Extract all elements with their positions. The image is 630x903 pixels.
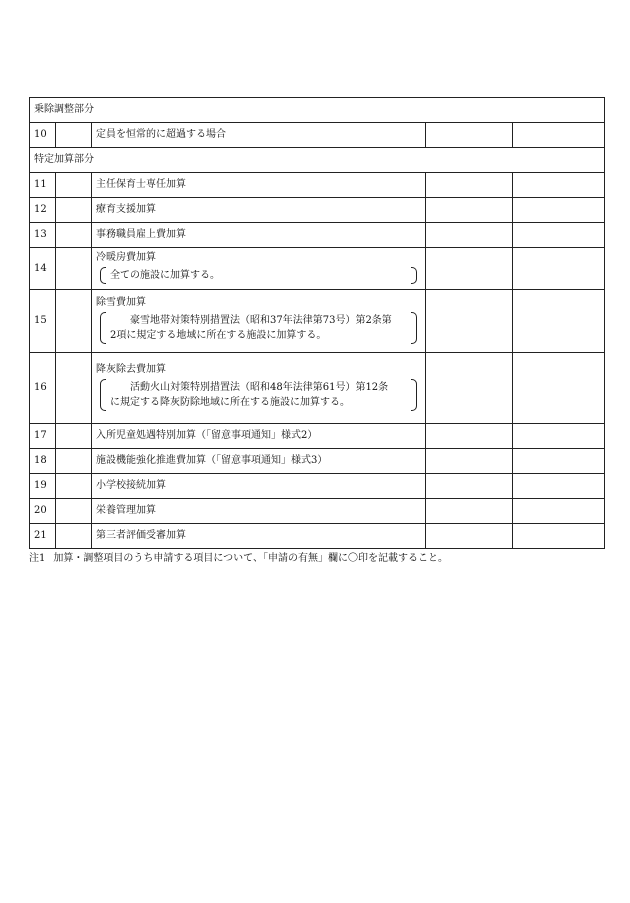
entry-cell[interactable] xyxy=(513,353,605,424)
application-checkbox-cell[interactable] xyxy=(56,474,92,499)
table-row xyxy=(30,198,605,223)
entry-cell[interactable] xyxy=(513,424,605,449)
row-number: 10 xyxy=(30,123,56,148)
item-name: 栄養管理加算 xyxy=(92,499,426,524)
section-title: 特定加算部分 xyxy=(30,148,605,173)
application-checkbox-cell[interactable] xyxy=(56,198,92,223)
entry-cell[interactable] xyxy=(513,290,605,353)
table-row xyxy=(30,449,605,474)
application-checkbox-cell[interactable] xyxy=(56,424,92,449)
item-name: 療育支援加算 xyxy=(92,198,426,223)
entry-cell[interactable] xyxy=(513,173,605,198)
table-row xyxy=(30,353,605,424)
item-name: 定員を恒常的に超過する場合 xyxy=(92,123,426,148)
section-title: 乗除調整部分 xyxy=(30,98,605,123)
bracketed-note xyxy=(100,267,417,284)
entry-cell[interactable] xyxy=(426,198,513,223)
table-row xyxy=(30,424,605,449)
application-checkbox-cell[interactable] xyxy=(56,248,92,290)
item-name: 主任保育士専任加算 xyxy=(92,173,426,198)
row-number: 16 xyxy=(30,353,56,424)
item-name: 小学校接続加算 xyxy=(92,474,426,499)
footnote xyxy=(29,552,604,566)
item-name: 施設機能強化推進費加算（「留意事項通知」様式3） xyxy=(92,449,426,474)
item-name: 第三者評価受審加算 xyxy=(92,524,426,549)
entry-cell[interactable] xyxy=(426,524,513,549)
entry-cell[interactable] xyxy=(513,223,605,248)
row-number: 20 xyxy=(30,499,56,524)
entry-cell[interactable] xyxy=(513,499,605,524)
entry-cell[interactable] xyxy=(513,123,605,148)
section-row-multiplier-adjustment xyxy=(30,98,605,123)
item-name-cell xyxy=(92,353,426,424)
row-number: 19 xyxy=(30,474,56,499)
row-number: 13 xyxy=(30,223,56,248)
entry-cell[interactable] xyxy=(513,524,605,549)
addition-items-table xyxy=(29,97,605,549)
item-name: 冷暖房費加算 xyxy=(96,252,156,263)
row-number: 21 xyxy=(30,524,56,549)
section-row-specific-addition xyxy=(30,148,605,173)
note-line: 活動火山対策特別措置法（昭和48年法律第61号）第12条 xyxy=(130,382,389,393)
footnote-label: 注1 xyxy=(29,553,46,564)
entry-cell[interactable] xyxy=(426,248,513,290)
application-checkbox-cell[interactable] xyxy=(56,449,92,474)
addition-items-sheet xyxy=(29,97,604,566)
table-row xyxy=(30,524,605,549)
entry-cell[interactable] xyxy=(426,424,513,449)
table-row xyxy=(30,223,605,248)
item-name-cell xyxy=(92,248,426,290)
item-name: 除雪費加算 xyxy=(96,297,146,308)
entry-cell[interactable] xyxy=(426,449,513,474)
application-checkbox-cell[interactable] xyxy=(56,499,92,524)
table-row xyxy=(30,248,605,290)
item-name-cell xyxy=(92,290,426,353)
application-checkbox-cell[interactable] xyxy=(56,353,92,424)
entry-cell[interactable] xyxy=(513,449,605,474)
row-number: 11 xyxy=(30,173,56,198)
entry-cell[interactable] xyxy=(513,474,605,499)
item-name: 降灰除去費加算 xyxy=(96,364,166,375)
table-row xyxy=(30,173,605,198)
row-number: 18 xyxy=(30,449,56,474)
item-name: 入所児童処遇特別加算（「留意事項通知」様式2） xyxy=(92,424,426,449)
entry-cell[interactable] xyxy=(513,248,605,290)
entry-cell[interactable] xyxy=(426,123,513,148)
row-number: 15 xyxy=(30,290,56,353)
note-line: に規定する降灰防除地域に所在する施設に加算する。 xyxy=(110,397,350,408)
entry-cell[interactable] xyxy=(426,290,513,353)
entry-cell[interactable] xyxy=(513,198,605,223)
application-checkbox-cell[interactable] xyxy=(56,290,92,353)
row-number: 17 xyxy=(30,424,56,449)
row-number: 14 xyxy=(30,248,56,290)
application-checkbox-cell[interactable] xyxy=(56,223,92,248)
note-text: 全ての施設に加算する。 xyxy=(110,270,220,281)
bracketed-note xyxy=(100,379,417,411)
entry-cell[interactable] xyxy=(426,223,513,248)
entry-cell[interactable] xyxy=(426,173,513,198)
entry-cell[interactable] xyxy=(426,353,513,424)
footnote-text: 加算・調整項目のうち申請する項目について、「申請の有無」欄に〇印を記載すること。 xyxy=(53,553,448,564)
table-row xyxy=(30,499,605,524)
bracketed-note xyxy=(100,312,417,344)
application-checkbox-cell[interactable] xyxy=(56,524,92,549)
note-line: 豪雪地帯対策特別措置法（昭和37年法律第73号）第2条第 xyxy=(130,315,392,326)
application-checkbox-cell[interactable] xyxy=(56,173,92,198)
entry-cell[interactable] xyxy=(426,499,513,524)
table-row xyxy=(30,290,605,353)
item-name: 事務職員雇上費加算 xyxy=(92,223,426,248)
table-row xyxy=(30,474,605,499)
entry-cell[interactable] xyxy=(426,474,513,499)
application-checkbox-cell[interactable] xyxy=(56,123,92,148)
note-line: 2項に規定する地域に所在する施設に加算する。 xyxy=(110,330,327,341)
table-row xyxy=(30,123,605,148)
row-number: 12 xyxy=(30,198,56,223)
